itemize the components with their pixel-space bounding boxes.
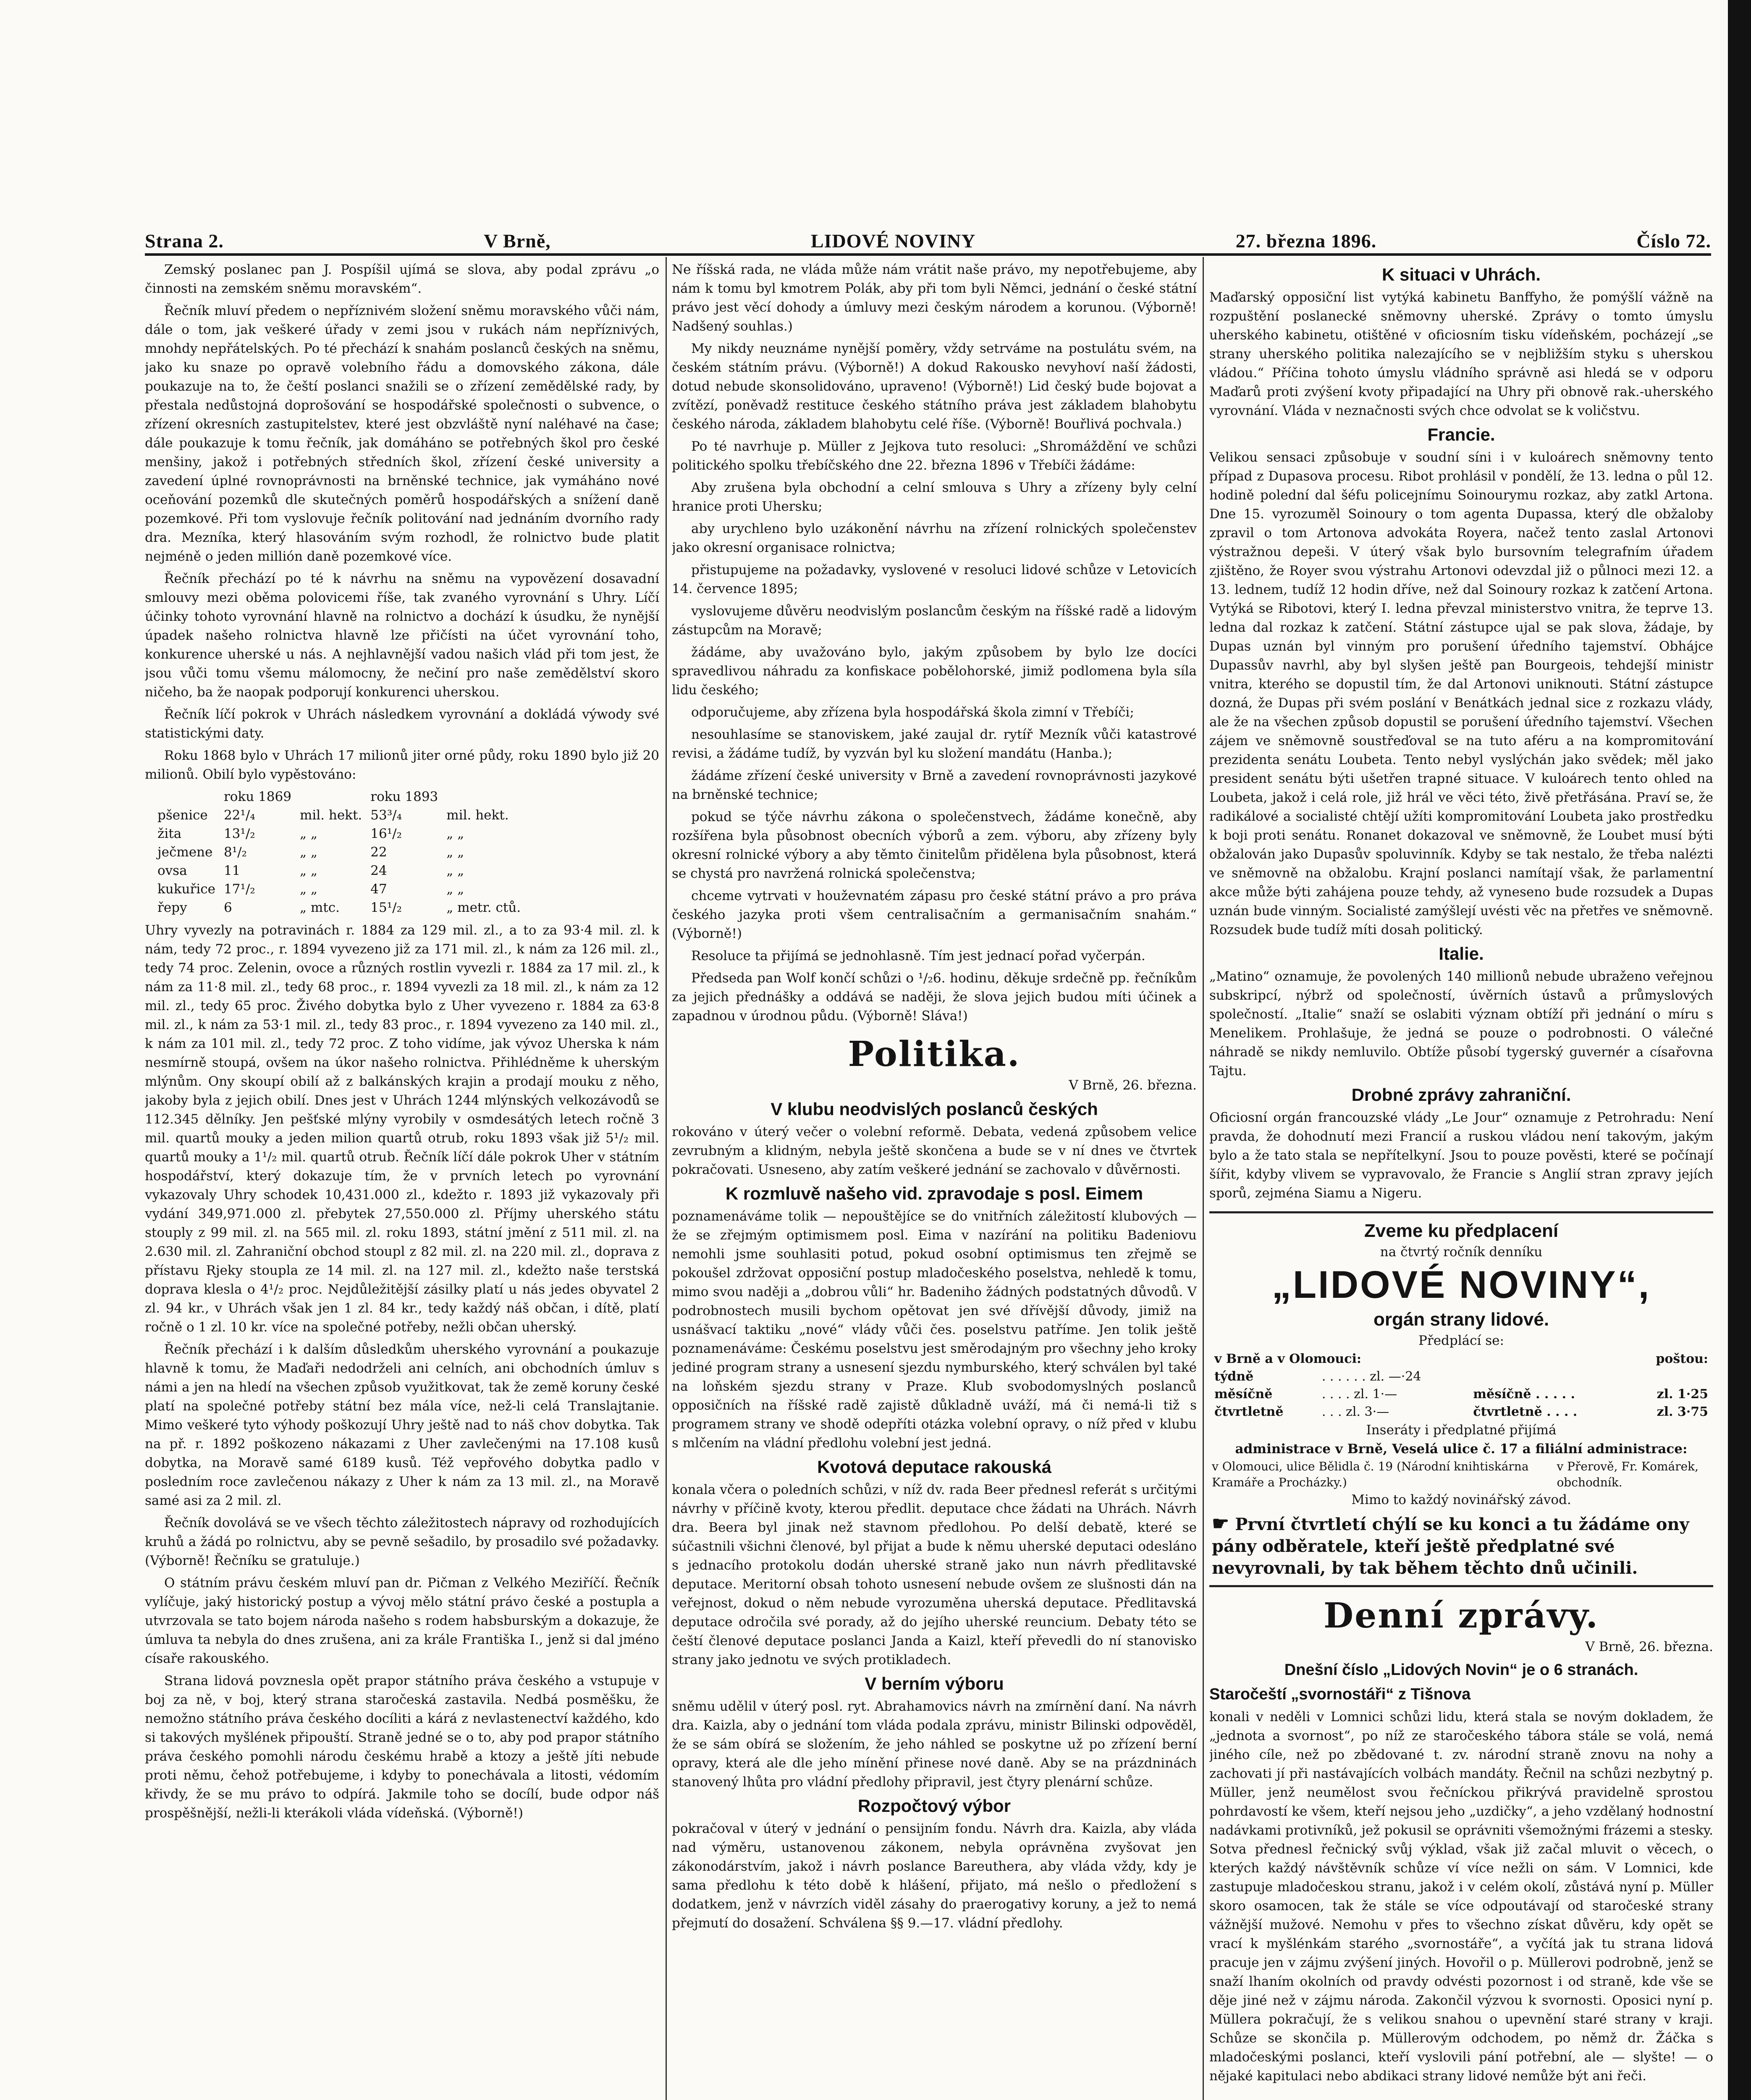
dateline: V Brně, 26. března.: [1069, 1078, 1197, 1093]
headline: Dnešní číslo „Lidových Novin“ je o 6 stranách.: [1284, 1661, 1638, 1679]
page-header: [145, 212, 1711, 252]
paragraph: žádáme, aby uvažováno bylo, jakým způsobem by bylo lze docíci spravedlivou náhradu za konfiskace pobělohorské, jimiž podlomena byla síla lidu českého;: [672, 645, 1197, 698]
ad-appeal-block: [1212, 1514, 1711, 1579]
section-title-politika: Politika.: [848, 1034, 1021, 1074]
paragraph: Velikou sensaci způsobuje v soudní síni i v kuloárech sněmovny tento případ z Dupasova procesu. Ribot prohlásil v pondělí, že 13. ledna o půl 12. hodině polední dal šéfu policejnímu Soinourymu rozkaz, aby zatkl Artona. Dne 15. vyrozuměl Soinoury o tom agenta Dupassa, který dle obžaloby zpravil o tom Artonova advokáta Royera, načež tento zaslal Artonovi výstražnou depeši. V úterý však bylo bursovním telegrafním úřadem zjištěno, že Royer svou výstrahu Artonovi odevzdal již o půlnoci mezi 12. a 13. lednem, tudíž 12 hodin dříve, než dal Soinoury rozkaz k zatčení Artona. Vytýká se Ribotovi, který I. ledna převzal ministerstvo vnitra, že teprve 13. ledna dal rozkaz k zatčení. Státní zástupce ujal se pak slova, žádaje, by Dupas uznán byl vinným pro porušení úředního tajemství. Obhájce Dupassův navrhl, aby byl slyšen ještě pan Bourgeois, tehdejší ministr vnitra, kterého se dopustil tím, že dal Artonovi uniknouti. Státní zástupce dozná, že Dupas při svém poslání v Benátkách jednal sice z rozkazu vlády, ale že na všechen způsob dopustil se porušení úředního tajemství. Všechen zájem ve sněmovně soustřeďoval se na tuto aféru a na kompromitování prezidenta senátu Loubeta. Tento nebyl vyslýchán jako svědek; měl jako president senátu býti ušetřen trapné situace. V kuloárech tento ohled na Loubeta, jakož i celá role, již hrál ve věci této, živě přetřásána. Praví se, že radikálové a socialisté chtějí užíti kompromitování Loubeta jako prostředku k boji proti senátu. Ronanet dokazoval ve sněmovně, že Loubet musí býti obžalován jako Dupasův spoluvinník. Kdyby se tak nestalo, že třeba nalézti ve sněmovně na obžalobu. Krajní poslanci namítají však, že parlamentní akce může býti zahájena pouze tehdy, až vyneseno bude rozsudek a Dupas uznán bude vinným. Socialisté zamýšlejí uvésti věc na přetřes ve sněmovně. Rozsudek bude tudíž míti dosah politický.: [1209, 450, 1713, 937]
headline: Francie.: [1427, 425, 1495, 444]
paragraph: žádáme zřízení české university v Brně a zavedení rovnoprávnosti jazykové na brněnské technice;: [672, 768, 1197, 802]
table-row: ječmene 8¹/₂ „ „ 22 „ „: [157, 845, 464, 860]
column-1: [145, 260, 659, 2100]
table-header-row: v Brně a v Olomouci: poštou:: [1214, 1352, 1708, 1366]
paragraph: Uhry vyvezly na potravinách r. 1884 za 129 mil. zl., a to za 93·4 mil. zl. k nám, tedy 72 proc., r. 1894 vyvezeno již za 171 mil. zl., k nám za 126 mil. zl., tedy 74 proc. Zelenin, ovoce a různých rostlin vyvezli r. 1884 za 17 mil. zl., k nám za 11·8 mil. zl., tedy 68 proc., r. 1894 vyvezli za 18 mil. zl., k nám za 12 mil. zl., tedy 65 proc. Živého dobytka bylo z Uher vyvezeno r. 1884 za 63·8 mil. zl., k nám za 53·1 mil. zl., tedy 83 proc., r. 1894 vyvezeno za 140 mil. zl., k nám za 101 mil. zl., tedy 72 proc. Z toho vidíme, jak vývoz Uherska k nám nesmírně stoupá, ovšem na úkor našeho rolnictva. Přihlédněme k uherským mlýnům. Ony skoupí obilí až z balkánských krajin a prodají mouku z něho, jakoby byla z jejich obilí. Dnes jest v Uhrách 1244 mlýnských velkozávodů se 112.345 dělníky. Jen pešťské mlýny vyrobily v osmdesátých letech ročně 3 mil. quartů mouky a jeden milion quartů otrub, roku 1893 však již 5¹/₂ mil. quartů mouky a 1¹/₂ mil. quartů otrub. Řečník líčí dále pokrok Uher v státním hospodářství, který dokazuje tím, že v prvních letech po vyrovnání vykazovaly Uhry schodek 10,431.000 zl., kdežto r. 1893 již vykazovaly při vydání 349,971.000 zl. přebytek 27,550.000 zl. Příjmy uherského státu stouply z 99 mil. zl. na 565 mil. zl. roku 1893, státní jmění z 511 mil. zl. na 2.630 mil. zl. Zahraniční obchod stoupl z 82 mil. zl. na 220 mil. zl., doprava z přístavu Rjeky stoupla ze 14 mil. zl. na 127 mil. zl., kdežto naše terstská doprava klesla o 4¹/₂ proc. Nejdůležitější zásilky platí u nás jedes obyvatel 2 zl. 94 kr., v Uhrách však jen 1 zl. 84 kr., tedy každý náš občan, i dítě, platí ročně o 1 zl. 10 kr. více na společné potřeby, nežli občan uherský.: [145, 923, 659, 1335]
column-2: [672, 260, 1197, 2100]
paragraph: nesouhlasíme se stanoviskem, jaké zaujal dr. rytíř Mezník vůči katastrové revisi, a žádáme tudíž, by vyzván byl ku složení mandátu (Hanba.);: [672, 727, 1197, 761]
paragraph: Maďarský opposiční list vytýká kabinetu Banffyho, že pomýšlí vážně na rozpuštění poslanecké sněmovny uherské. Zprávy o tomto úmyslu uherského kabinetu, otištěné v oficiosním tisku vídeňském, pocházejí „se strany uherského politika nalezajícího se v nejbližším styku s uherskou vládou.“ Příčina tohoto úmyslu vládního správně asi hledá se v odporu Maďarů proti zvýšení kvoty připadající na Uhry při obnově rak.-uherského vyrovnání. Vláda v neznačnosti svých chce odvolat se k voličstvu.: [1209, 290, 1713, 418]
headline: K situaci v Uhrách.: [1381, 265, 1541, 284]
section-title-denni-zpravy: Denní zprávy.: [1324, 1596, 1599, 1636]
ad-heading: Zveme ku předplacení: [1364, 1221, 1559, 1241]
paragraph: Řečník dovolává se ve všech těchto záležitostech nápravy od rozhodujících kruhů a žádá po rolnictvu, aby se pevně sešadilo, by prosadilo své požadavky. (Výborně! Řečníku se gratuluje.): [145, 1515, 659, 1568]
paragraph: rokováno v úterý večer o volební reformě. Debata, vedená způsobem velice zevrubným a klidným, nebyla ještě skončena a bude se v ní dnes ve čtvrtek pokračovati. Usneseno, aby zatím veškeré jednání se zachovalo v důvěrnosti.: [672, 1124, 1197, 1177]
table-row: pšenice 22¹/₄ mil. hekt. 53³/₄ mil. hekt.: [157, 808, 509, 823]
paragraph: chceme vytrvati v houževnatém zápasu pro české státní právo a pro práva českého jazyka proti všem centralisačním a germanisačním snahám.“ (Výborně!): [672, 888, 1197, 941]
headline: V berním výboru: [865, 1674, 1004, 1693]
page-number: Strana 2.: [145, 230, 224, 252]
issue-number: Číslo 72.: [1636, 230, 1711, 252]
column-3: [1209, 260, 1713, 2100]
issue-date: 27. března 1896.: [1235, 230, 1377, 252]
ad-branch-prerov: v Přerově, Fr. Komárek, obchodník.: [1557, 1460, 1699, 1489]
paragraph: Řečník přechází i k dalším důsledkům uherského vyrovnání a poukazuje hlavně k tomu, že Maďaři nedodrželi ani celních, ani obchodních úmluv s námi a jen na hledí na všechen způsob využitkovat, tak že země koruny české platí na společné potřeby státní bez mála více, než-li celá Translajtanie. Mimo veškeré tyto výhody poškozují Uhry ještě nad to náš chov dobytka. Tak na př. r. 1892 poškozeno nákazami z Uher zavlečenými na 17.108 kusů dobytka, na Moravě samé 6189 kusů. Též vepřového dobytka padlo v posledním roce zavlečenou nákazy z Uher k nám za 13 mil. zl., na Moravě samé asi za 2 mil. zl.: [145, 1342, 659, 1508]
paragraph: Řečník přechází po té k návrhu na sněmu na vypovězení dosavadní smlouvy mezi oběma polovicemi říše, tak zvaného vyrovnání s Uhry. Líčí účinky tohoto vyrovnání hlavně na rolnictvo a dochází k úsudku, že nynější úpadek našeho rolnictva hlavně lze přičísti na účet vyrovnání toho, konkurence uherské u nás. A nejhlavnější vadou našich vlád při tom jest, že jsou vůči tomu všemu málomocny, že nečiní pro naše zemědělství skoro ničeho, ba že naopak podporují konkurenci uherskou.: [145, 571, 659, 700]
paragraph: My nikdy neuznáme nynější poměry, vždy setrváme na postulátu svém, na českém státním právu. (Výborně!) A dokud Rakousko nevyhoví naší žádosti, dotud nebude skonsolidováno, upraveno! (Výborně!) Lid český bude bojovat a zvítězí, poněvadž restituce českého státního práva jest základem blahobytu českého národa, základem blahobytu celé říše. (Výborně! Bouřlivá pochvala.): [672, 341, 1197, 432]
headline: Drobné zprávy zahraniční.: [1351, 1085, 1571, 1105]
paragraph: přistupujeme na požadavky, vyslovené v resoluci lidové schůze v Letovicích 14. července 1895;: [672, 562, 1197, 596]
headline: Italie.: [1439, 944, 1484, 963]
price-table: [1212, 1350, 1711, 1421]
paragraph: odporučujeme, aby zřízena byla hospodářská škola zimní v Třebíči;: [691, 705, 1134, 720]
paragraph: Zemský poslanec pan J. Pospíšil ujímá se slova, aby podal zprávu „o činnosti na zemském sněmu moravském“.: [145, 262, 659, 296]
dateline: V Brně, 26. března.: [1585, 1639, 1713, 1654]
ad-branches: [1212, 1459, 1711, 1491]
header-rule: [145, 253, 1711, 256]
column-rule-1: [666, 257, 667, 2100]
paragraph: sněmu udělil v úterý posl. ryt. Abrahamovics návrh na zmírnění daní. Na návrh dra. Kaizla, aby o jednání tom vláda podala zprávu, ministr Bilinski odpověděl, že se sám obírá se složením, že jeho náhled se poskytne už po zřízení berní opravy, která ale dle jeho mínění přinese nové daně. Aby se na prázdninách stanovený lhůta pro vládní předlohy připravil, jest čtyry plenární schůze.: [672, 1699, 1197, 1790]
paragraph: Oficiosní orgán francouzské vlády „Le Jour“ oznamuje z Petrohradu: Není pravda, že dohodnutí mezi Francií a ruskou vládou není takovým, jakým bylo a že tato stala se nepřítelkyní. Jsou to pouze pověsti, které se počínají šířit, kdyby vlivem se vypravovalo, že Francie s Anglií stran zpravy jejích sporů, zejména Siamu a Nigeru.: [1209, 1110, 1713, 1201]
table-row: čtvrtletně . . . zl. 3·— čtvrtletně . . . . zl. 3·75: [1214, 1404, 1708, 1419]
paragraph: pokud se týče návrhu zákona o společenstvech, žádáme konečně, aby rozšířena byla působnost obecních výborů a zem. výboru, aby zřízeny byly okresní rolnické výbory a aby těmto činitelům přidělena byla působnost, která se chystá pro navržená rolnická společenstva;: [672, 809, 1197, 881]
city: V Brně,: [484, 230, 551, 252]
paragraph: konali v neděli v Lomnici schůzi lidu, která stala se novým dokladem, že „jednota a svornost“, po níž ze staročeského tábora stále se volá, nemá jiného cíle, než po zbědované t. zv. národní straně znovu na nohy a zachovati jí při nastávajících volbách mandáty. Řečnil na schůzi nezbytný p. Müller, jenž neumělost svou řečníckou přikrývá pravidelně sprostou pohrdavostí ke všem, kteří nejsou jeho „uzdičky“, a jeho vzdělaný hodnostní nadávkami protivníků, jež pokusil se oprávniti všemožnými frázemi a stesky. Sotva přednesl řečnický svůj výklad, však již začal mluvit o věcech, o kterých každý návštěvník schůze ví více nežli on sám. V Lomnici, kde zastupuje mladočeskou stranu, jakož i v celém okolí, zůstává nyní p. Müller skoro osamocen, tak že stále se více odpoutávají od staročeské strany vážnější mužové. Nemohu v přes to všechno získat důvěru, kdy opět se vrací k myšlénkám starého „svornostáře“, a vyčítá jak tu strana lidová pracuje jen v zájmu zvýšení jiných. Hovořil o p. Müllerovi podrobně, jenž se snaží lhaním okolních od pravdy odvésti pozornost i od straně, kde vše se děje jiné než v zájmu národa. Zakončil výzvou k svornosti. Oposici nyní p. Müllera pokračují, že s velikou snahou o upevnění staré strany v kraji. Schůze se skončila p. Müllerovým odchodem, po němž dr. Žáčka s mladočeskými poslanci, kteří vyslovili pání potřební, ale — slyšte! — o nějaké kapitulaci nebo abdikaci strany lidové nemůže být ani řeči.: [1209, 1709, 1713, 2084]
headline: K rozmluvě našeho vid. zpravodaje s posl. Eimem: [725, 1184, 1143, 1203]
ad-inseraty: Inseráty i předplatné přijímá: [1366, 1423, 1557, 1438]
paragraph: Předseda pan Wolf končí schůzi o ¹/₂6. hodinu, děkuje srdečně pp. řečníkům za jejich přednášky a oddává se naději, že slova jejich budou míti účinek a zapadnou v úrodnou půdu. (Výborně! Sláva!): [672, 971, 1197, 1024]
headline: Kvotová deputace rakouská: [817, 1457, 1051, 1477]
headline: Rozpočtový výbor: [857, 1796, 1011, 1816]
masthead-title: LIDOVÉ NOVINY: [810, 230, 976, 252]
paragraph: O státním právu českém mluví pan dr. Pičman z Velkého Meziříčí. Řečník vylíčuje, jaký historický postup a vývoj mělo státní právo české a postupla a utvrzovala se tato bojem národa našeho s rodem habsburským a dokazuje, že úmluva ta nebyla do dnes zrušena, ani za krále Františka I., jenž si dal jméno císaře rakouského.: [145, 1575, 659, 1666]
ad-predplaci: Předplácí se:: [1418, 1333, 1504, 1348]
scan-dark-edge: [1728, 0, 1751, 2100]
paragraph: Strana lidová povznesla opět prapor státního práva českého a vstupuje v boj za ně, v boj, který strana staročeská zastavila. Nedbá posměšku, že nemožno státního práva českého docíliti a kárá z nevlastenectví každého, kdo si takových myšlének připouští. Straně jedné se o to, aby pod prapor státního práva českého pomohli národu českému hrabě a ktozy a ještě jíti nebude proti němu, čehož potřebujeme, i kdyby to ponechávala a litosti, védomím křivdy, že se mu právo to odpírá. Jakmile toho se docílí, bude odpor náš prospěšnější, nežli-li kterákoli vláda vídeňská. (Výborně!): [145, 1673, 659, 1821]
crop-statistics-table: [157, 788, 529, 917]
table-row: řepy 6 „ mtc. 15¹/₂ „ metr. ctů.: [157, 900, 521, 915]
ad-organ-line: orgán strany lidové.: [1373, 1309, 1549, 1330]
table-row: kukuřice 17¹/₂ „ „ 47 „ „: [157, 882, 464, 897]
paragraph: poznamenáváme tolik — nepouštějíce se do vnitřních záležitostí klubových — že se zřejmým optimismem posl. Eima v nazírání na politiku Badeniovu nemohli jsme souhlasiti potud, pokud osobní optimismus ten zřejmě se pokoušel zdržovat opposiční postup mladočeského poselstva, nehledě k tomu, mimo svou naději a „dobrou vůli“ hr. Badeniho žádných podstatných důvodů. V podrobnostech musili bychom opětovat jen své dřívější důvody, jimiž na usnášvací taktiku „nové“ vlády vůči čes. poselstvu patříme. Jen tolik ještě poznamenáváme: Českému poselstvu jest směrodajným pro všechny jeho kroky jediné program strany a usnesení sjezdu nymburského, který schválen byl také na loňském sjezdu strany v Praze. Klub svobodomyslných poslanců opposičních na říšské radě zajistě důkladně uváží, má či nemá-li tiž s programem strany ve shodě odepříti otázka volební opravy, o níž před v klubu s mlčením na vládní předlohu volební jest jedná.: [672, 1209, 1197, 1451]
table-row: měsíčně . . . . zl. 1·— měsíčně . . . . . zl. 1·25: [1214, 1387, 1708, 1402]
column-rule-2: [1203, 257, 1204, 2100]
table-row: týdně . . . . . . zl. —·24: [1214, 1369, 1421, 1384]
headline: V klubu neodvislých poslanců českých: [771, 1099, 1098, 1119]
paragraph: Roku 1868 bylo v Uhrách 17 milionů jiter orné půdy, roku 1890 bylo již 20 milionů. Obilí bylo vypěstováno:: [145, 748, 659, 782]
headline: Staročeští „svornostáři“ z Tišnova: [1209, 1685, 1471, 1703]
ad-subheading: na čtvrtý ročník denníku: [1380, 1244, 1543, 1260]
paragraph: Řečník mluví předem o nepříznivém složení sněmu moravského vůči nám, dále o tom, jak veškeré úřady v zemi jsou v rukách nám nepříznivých, mnohdy nepřátelských. Po té přechází k snahám poslanců českých na sněmu, jako ku snaze po opravě volebního řádu a domovského zákona, dále poukazuje na to, že čeští poslanci snažili se o zřízení zemědělské rady, by přestala nedůstojná doprošování se hospodářské společnosti o subvence, o zřízení okresních zastupitelstev, které jest obzvláště nyní naléhavé na čase; dále poukazuje k tomu řečník, jak domáháno se potřebných škol pro české menšiny, jakož i potřebných středních škol, zřízení české university a zavedení úplné rovnoprávnosti na brněnské technice, jak vymáháno nové oceňování pozemků dle skutečných poměrů hospodářských a snížení daně pozemkové. Při tom vyslovuje řečník politování nad jednáním dvorního rady dra. Mezníka, který hlasováním svým rozhodl, že rolnictvo bude platit nejméně o jeden millión daně pozemkové více.: [145, 303, 659, 564]
ad-administration: administrace v Brně, Veselá ulice č. 17 a filiální administrace:: [1235, 1441, 1688, 1457]
paragraph: pokračoval v úterý v jednání o pensijním fondu. Návrh dra. Kaizla, aby vláda nad výměru, ustanovenou zákonem, nebyla oprávněna zvyšovat jen zákonodárstvím, jakož i návrh poslance Bareuthera, aby vláda vždy, kdy je sama předlohu k této době k hlášení, přijato, má nešlo o předložení s dodatkem, jenž v návrzích viděl zásahy do praerogativy koruny, a jež to nemá přejmutí do dosažení. Schválena §§ 9.—17. vládní předlohy.: [672, 1821, 1197, 1931]
paragraph: Řečník líčí pokrok v Uhrách následkem vyrovnání a dokládá výwody své statistickými daty.: [145, 707, 659, 741]
pointing-hand-icon: ☛: [1212, 1512, 1229, 1535]
table-header-row: roku 1869 roku 1893: [223, 789, 438, 804]
ad-appeal: První čtvrtletí chýlí se ku konci a tu žádáme ony pány odběratele, kteří ještě předplatné své nevyrovnali, by tak během těchto dnů učinili.: [1212, 1515, 1689, 1578]
paragraph: aby urychleno bylo uzákonění návrhu na zřízení rolnických společenstev jako okresní organisace rolnictva;: [672, 521, 1197, 555]
ad-newspaper-title: „LIDOVÉ NOVINY“,: [1271, 1263, 1651, 1306]
paragraph: vyslovujeme důvěru neodvislým poslancům českým na říšské radě a lidovým zástupcům na Moravě;: [672, 604, 1197, 638]
ad-mimo: Mimo to každý novinářský závod.: [1351, 1492, 1571, 1507]
paragraph: Po té navrhuje p. Müller z Jejkova tuto resoluci: „Shromáždění ve schůzi politického spolku třebíčského dne 22. března 1896 v Třebíči žádáme:: [672, 439, 1197, 473]
paragraph: Aby zrušena byla obchodní a celní smlouva s Uhry a zřízeny byly celní hranice proti Uhersku;: [672, 480, 1197, 514]
table-row: ovsa 11 „ „ 24 „ „: [157, 863, 464, 878]
subscription-advertisement: [1209, 1211, 1713, 1587]
table-row: žita 13¹/₂ „ „ 16¹/₂ „ „: [157, 826, 464, 841]
paragraph: Resoluce ta přijímá se jednohlasně. Tím jest jednací pořad vyčerpán.: [691, 948, 1145, 963]
paragraph: Ne říšská rada, ne vláda může nám vrátit naše právo, my nepotřebujeme, aby nám k tomu byl kmotrem Polák, aby při tom byli Němci, jednání o české státní právo jest věcí dohody a úmluvy mezi českým národem a korunou. (Výborně! Nadšený souhlas.): [672, 262, 1197, 334]
paragraph: „Matino“ oznamuje, že povolených 140 millionů nebude ubraženo veřejnou subskripcí, nýbrž od společností, úvěrních ústavů a průmyslových společností. „Italie“ snaží se oslabiti význam obtíží při jednání o míru s Menelikem. Prohlašuje, že jedná se pouze o podrobnosti. O válečné náhradě se nikdy nemluvilo. Obtíže působí tygerský guvernér a císařovna Tajtu.: [1209, 969, 1713, 1079]
paragraph: konala včera o poledních schůzi, v níž dv. rada Beer přednesl referát s určitými návrhy v příčině kvoty, kterou předlit. deputace chce žádati na Uhrách. Návrh dra. Beera byl jinak než stavnom předlohou. Po delší debatě, které se súčastnili všichni členové, byl přijat a bude k němu uherské deputaci odesláno s jednacího protokolu dodán uherské straně jako nun návrh předlitavské deputace. Meritorní obsah tohoto usnesení nebude ovšem ze slušnosti dán na veřejnost, dokud o něm nebude vyrozuměna uherská deputace. Předlitavská deputace odročila své porady, až do jejího uherské reuncium. Debaty této se čeští členové deputace poslanci Janda a Kaizl, kteří převedli do ní stanovisko strany jako jednotu ve svých protikladech.: [672, 1482, 1197, 1667]
ad-branch-olomouc: v Olomouci, ulice Bělidla č. 19 (Národní knihtiskárna Kramáře a Procházky.): [1212, 1460, 1529, 1489]
